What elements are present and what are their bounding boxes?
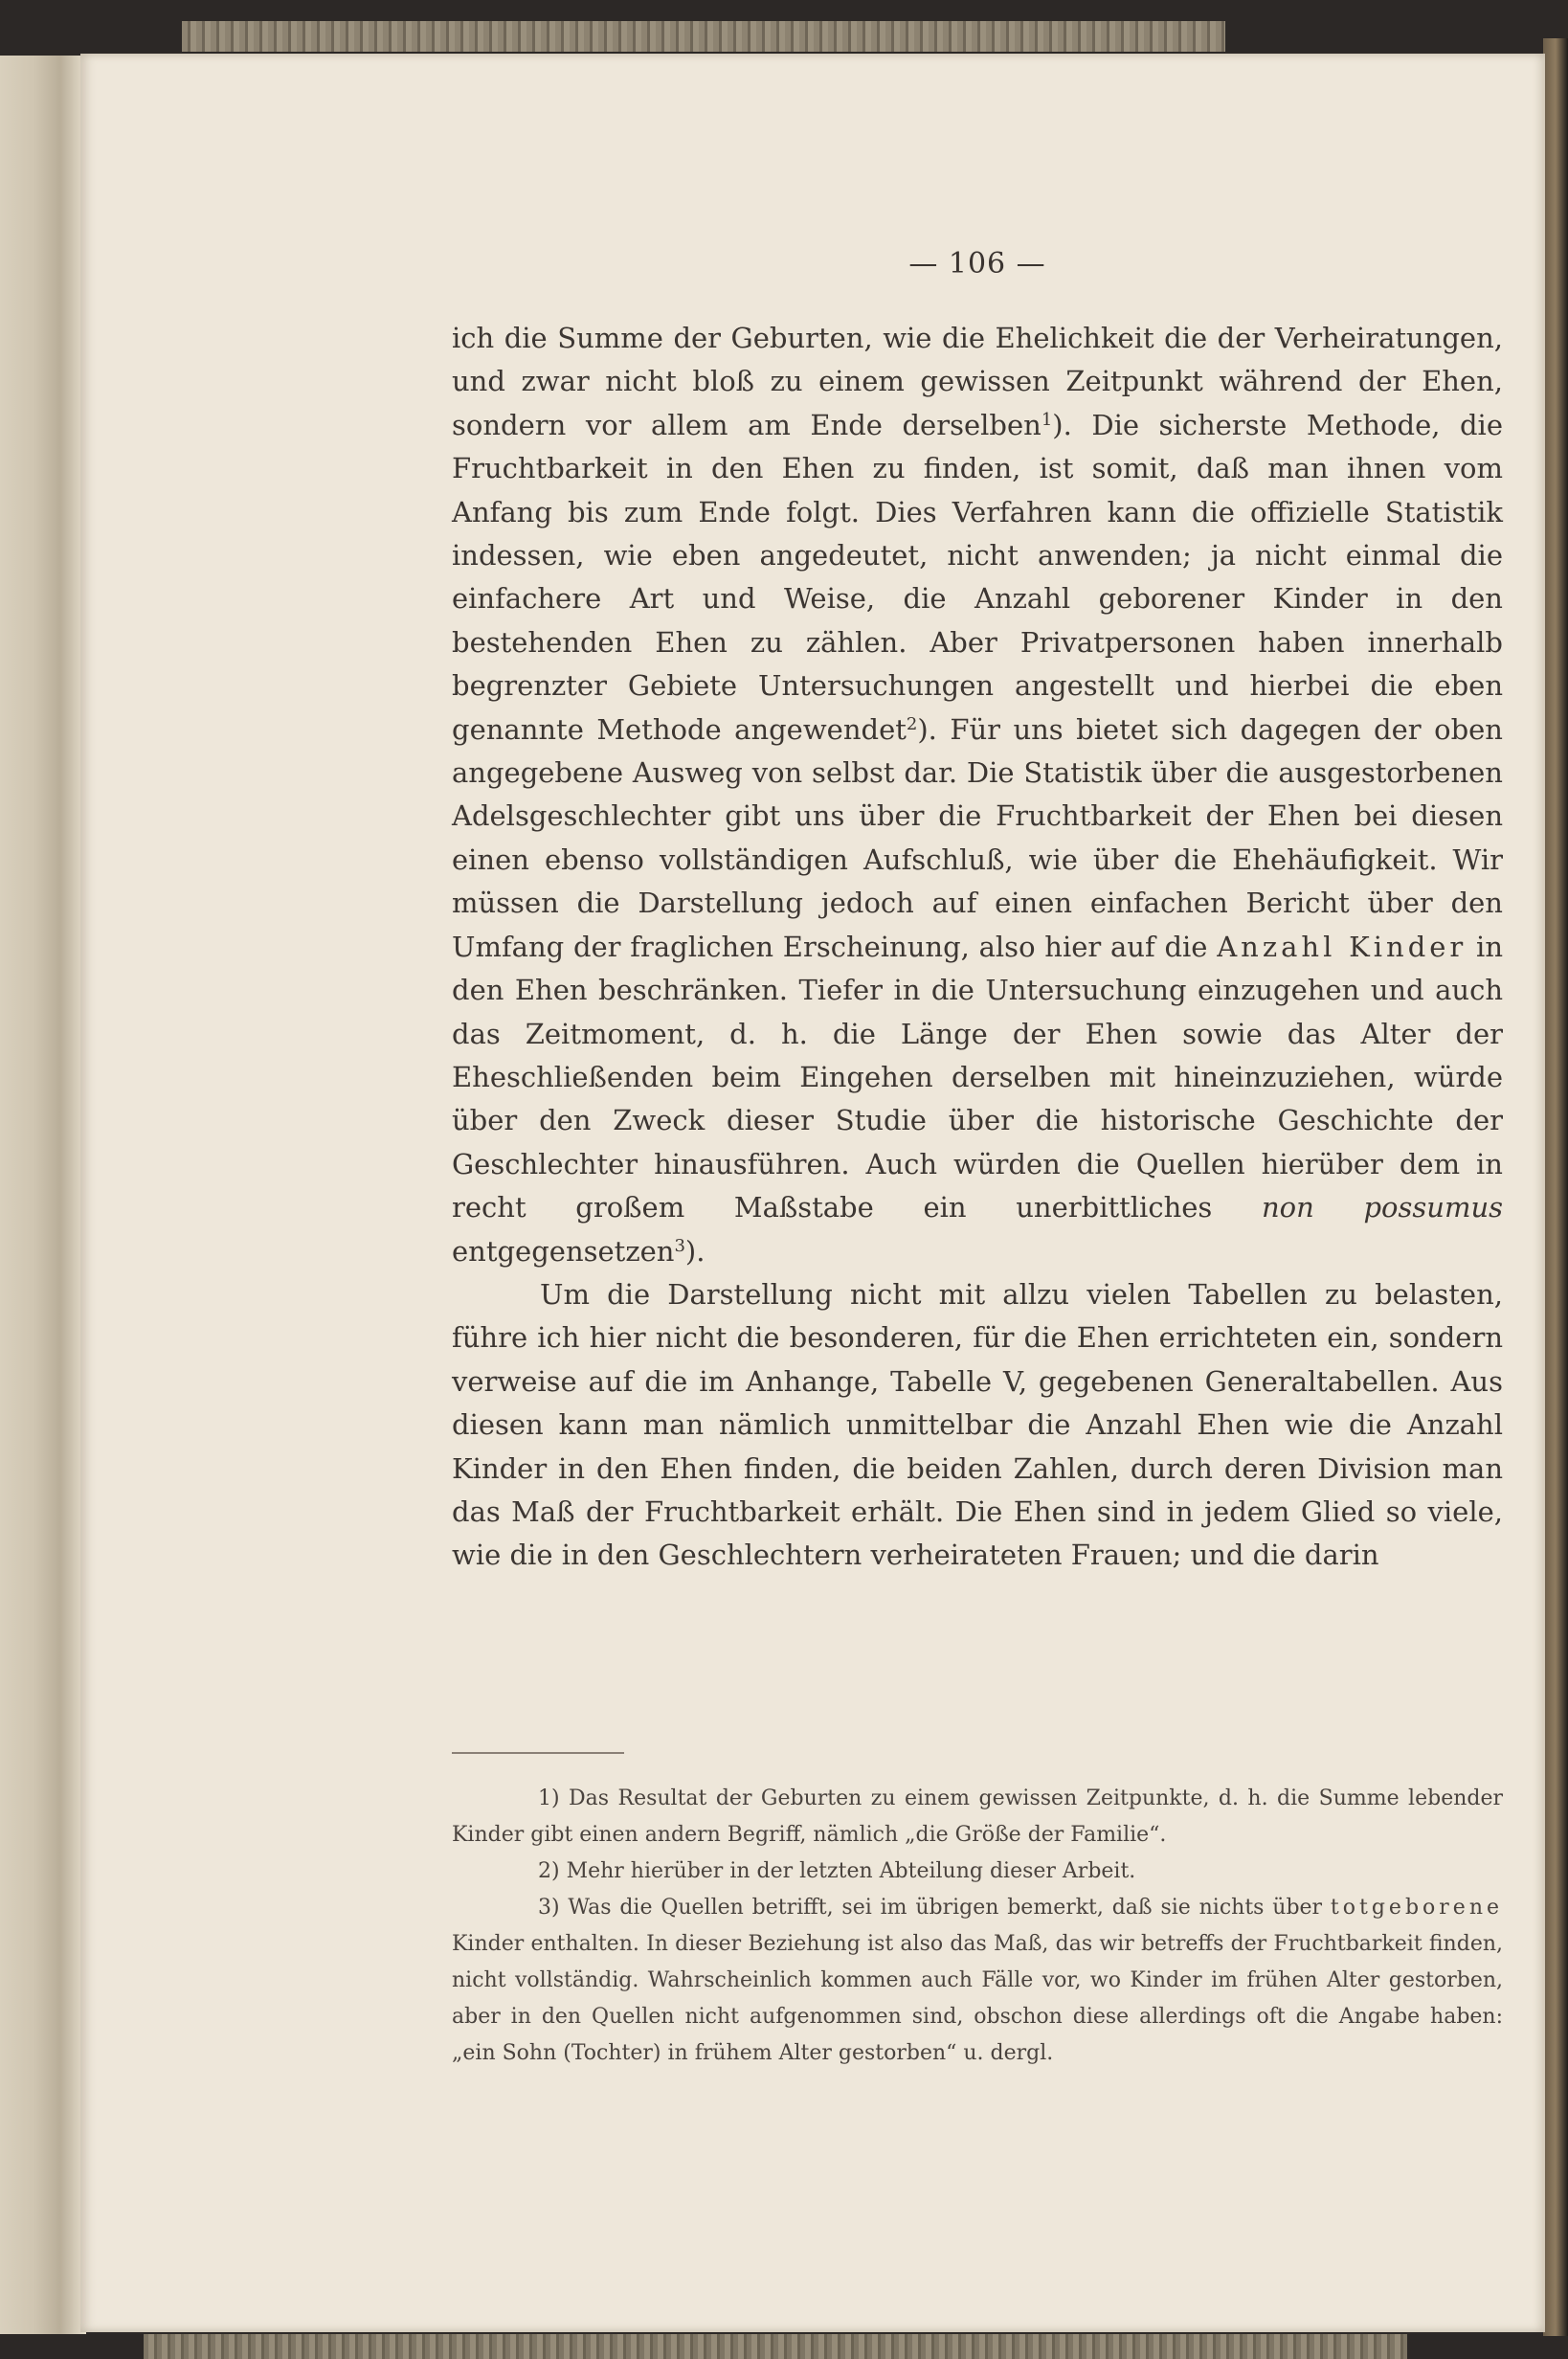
footnote-3-text-b: Kinder enthalten. In dieser Beziehung ist also das Maß, das wir betreffs der Fruchtbarkeit finden, nicht vollständig. Wahrscheinlich kommen auch Fälle vor, wo Kinder im frühen Alter gestorben, aber in den Quellen nicht aufgenommen sind, obschon diese allerdings oft die Angabe haben: „ein Sohn (Tochter) in frühem Alter gestorben“ u. dergl. xyxy=(452,1932,1503,2065)
paragraph-1-text-e: entgegensetzen xyxy=(452,1234,675,1268)
paragraph-2: Um die Darstellung nicht mit allzu vielen Tabellen zu belasten, führe ich hier nicht die besonderen, für die Ehen errichteten ein, sondern verweise auf die im Anhange, Tabelle V, gegebenen Generaltabellen. Aus diesen kann man nämlich unmittelbar die Anzahl Ehen wie die Anzahl Kinder in den Ehen finden, die beiden Zahlen, durch deren Division man das Maß der Fruchtbarkeit erhält. Die Ehen sind in jedem Glied so viele, wie die in den Geschlechtern verheirateten Frauen; und die darin xyxy=(452,1277,1503,1572)
footnote-ref-2: 2 xyxy=(906,713,918,734)
paragraph-1-text-a: ich die Summe der Geburten, wie die Ehelichkeit die der Verheiratungen, und zwar nicht bloß zu einem gewissen Zeitpunkt während der Ehen, sondern vor allem am Ende derselben xyxy=(452,322,1503,441)
paragraph-1-text-b: ). Die sicherste Methode, die Fruchtbarkeit in den Ehen zu finden, ist somit, daß man ihnen vom Anfang bis zum Ende folgt. Dies Verfahren kann die offizielle Statistik indessen, wie eben angedeutet, nicht anwenden; ja nicht einmal die einfachere Art und Weise, die Anzahl geborener Kinder in den bestehenden Ehen zu zählen. Aber Privatpersonen haben innerhalb begrenzter Gebiete Untersuchungen angestellt und hierbei die eben genannte Methode angewendet xyxy=(452,408,1503,746)
body-text xyxy=(452,317,1503,1578)
footnote-1: 1) Das Resultat der Geburten zu einem gewissen Zeitpunkte, d. h. die Summe lebender Kinder gibt einen andern Begriff, nämlich „die Größe der Familie“. xyxy=(452,1786,1503,1847)
footnotes xyxy=(452,1781,1503,2072)
left-page-edge xyxy=(0,56,86,2334)
paragraph-1-text-c: ). Für uns bietet sich dagegen der oben angegebene Ausweg von selbst dar. Die Statistik über die ausgestorbenen Adelsgeschlechter gibt uns über die Fruchtbarkeit der Ehen bei diesen einen ebenso vollständigen Aufschluß, wie über die Ehehäufigkeit. Wir müssen die Darstellung jedoch auf einen einfachen Bericht über den Umfang der fraglichen Erscheinung, also hier auf die xyxy=(452,712,1503,963)
footnote-2: 2) Mehr hierüber in der letzten Abteilung dieser Arbeit. xyxy=(538,1859,1136,1883)
right-page-edge xyxy=(1543,38,1568,2336)
top-binding-edge xyxy=(182,21,1225,52)
footnote-ref-1: 1 xyxy=(1041,409,1053,430)
spaced-emphasis: Anzahl Kinder xyxy=(1217,930,1467,963)
paragraph-1-text-f: ). xyxy=(684,1234,706,1268)
paragraph-1-text-d: in den Ehen beschränken. Tiefer in die Untersuchung einzugehen und auch das Zeitmoment, d. h. die Länge der Ehen sowie das Alter der Eheschließenden beim Eingehen derselben mit hineinzuziehen, würde über den Zweck dieser Studie über die historische Geschichte der Geschlechter hinausführen. Auch würden die Quellen hierüber dem in recht großem Maßstabe ein unerbittliches xyxy=(452,930,1503,1224)
bottom-binding-edge xyxy=(144,2334,1407,2359)
footnote-divider xyxy=(452,1752,624,1754)
paragraph-1 xyxy=(452,317,1503,1273)
footnote-3 xyxy=(452,1890,1503,2072)
page-sheet xyxy=(80,54,1545,2332)
footnote-3-spaced: totgeborene xyxy=(1330,1896,1504,1920)
page-number: — 106 — xyxy=(908,247,1046,281)
italic-phrase: non possumus xyxy=(1261,1191,1504,1224)
footnote-3-text-a: 3) Was die Quellen betrifft, sei im übrigen bemerkt, daß sie nichts über xyxy=(538,1896,1323,1920)
footnote-ref-3: 3 xyxy=(674,1235,685,1256)
